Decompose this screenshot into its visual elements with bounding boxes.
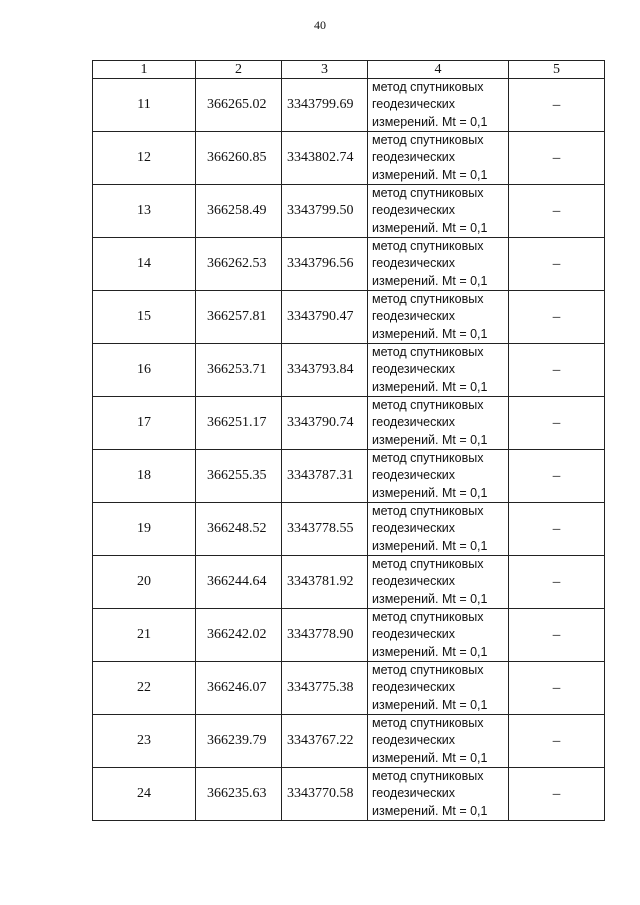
table-row — [93, 397, 605, 450]
column-header-1: 1 — [93, 61, 196, 79]
y-coordinate-cell: 3343787.31 — [282, 450, 368, 503]
method-line: метод спутниковых — [372, 345, 484, 360]
y-coordinate-cell: 3343767.22 — [282, 715, 368, 768]
method-cell — [368, 662, 509, 715]
x-coordinate-cell: 366260.85 — [196, 132, 282, 185]
x-coordinate-cell: 366258.49 — [196, 185, 282, 238]
column-header-4: 4 — [368, 61, 509, 79]
method-line: метод спутниковых — [372, 186, 484, 201]
note-cell: – — [509, 238, 605, 291]
method-line: геодезических — [372, 97, 456, 112]
x-coordinate-cell: 366246.07 — [196, 662, 282, 715]
note-cell: – — [509, 397, 605, 450]
method-line: геодезических — [372, 574, 456, 589]
method-line: геодезических — [372, 203, 456, 218]
method-line: измерений. Mt = 0,1 — [372, 591, 488, 606]
x-coordinate-cell: 366265.02 — [196, 79, 282, 132]
note-cell: – — [509, 503, 605, 556]
x-coordinate-cell: 366253.71 — [196, 344, 282, 397]
point-number-cell: 14 — [93, 238, 196, 291]
note-cell: – — [509, 609, 605, 662]
point-number-cell: 13 — [93, 185, 196, 238]
x-coordinate-cell: 366248.52 — [196, 503, 282, 556]
method-line: геодезических — [372, 256, 456, 271]
note-cell: – — [509, 556, 605, 609]
method-line: метод спутниковых — [372, 716, 484, 731]
method-cell — [368, 185, 509, 238]
table-row — [93, 132, 605, 185]
method-cell — [368, 344, 509, 397]
note-cell: – — [509, 291, 605, 344]
table-row — [93, 291, 605, 344]
method-cell — [368, 132, 509, 185]
point-number-cell: 19 — [93, 503, 196, 556]
method-cell — [368, 238, 509, 291]
method-line: измерений. Mt = 0,1 — [372, 114, 488, 129]
y-coordinate-cell: 3343796.56 — [282, 238, 368, 291]
method-line: метод спутниковых — [372, 292, 484, 307]
method-line: измерений. Mt = 0,1 — [372, 538, 488, 553]
x-coordinate-cell: 366244.64 — [196, 556, 282, 609]
method-cell — [368, 397, 509, 450]
method-line: измерений. Mt = 0,1 — [372, 485, 488, 500]
y-coordinate-cell: 3343790.74 — [282, 397, 368, 450]
table-row — [93, 450, 605, 503]
table-row — [93, 609, 605, 662]
note-cell: – — [509, 79, 605, 132]
table-row — [93, 768, 605, 821]
column-header-3: 3 — [282, 61, 368, 79]
table-row — [93, 715, 605, 768]
method-line: геодезических — [372, 150, 456, 165]
note-cell: – — [509, 662, 605, 715]
point-number-cell: 24 — [93, 768, 196, 821]
method-line: метод спутниковых — [372, 398, 484, 413]
page-number: 40 — [314, 18, 326, 32]
x-coordinate-cell: 366235.63 — [196, 768, 282, 821]
point-number-cell: 12 — [93, 132, 196, 185]
note-cell: – — [509, 450, 605, 503]
method-cell — [368, 291, 509, 344]
method-line: геодезических — [372, 680, 456, 695]
column-header-2: 2 — [196, 61, 282, 79]
method-cell — [368, 556, 509, 609]
x-coordinate-cell: 366239.79 — [196, 715, 282, 768]
method-line: геодезических — [372, 733, 456, 748]
y-coordinate-cell: 3343775.38 — [282, 662, 368, 715]
method-cell — [368, 503, 509, 556]
method-line: метод спутниковых — [372, 769, 484, 784]
y-coordinate-cell: 3343778.55 — [282, 503, 368, 556]
table-row — [93, 556, 605, 609]
note-cell: – — [509, 132, 605, 185]
method-line: метод спутниковых — [372, 239, 484, 254]
x-coordinate-cell: 366251.17 — [196, 397, 282, 450]
y-coordinate-cell: 3343790.47 — [282, 291, 368, 344]
note-cell: – — [509, 768, 605, 821]
method-line: измерений. Mt = 0,1 — [372, 326, 488, 341]
column-header-5: 5 — [509, 61, 605, 79]
method-line: измерений. Mt = 0,1 — [372, 167, 488, 182]
method-line: геодезических — [372, 415, 456, 430]
table-body — [93, 79, 605, 821]
method-line: метод спутниковых — [372, 557, 484, 572]
point-number-cell: 22 — [93, 662, 196, 715]
note-cell: – — [509, 344, 605, 397]
point-number-cell: 21 — [93, 609, 196, 662]
y-coordinate-cell: 3343799.50 — [282, 185, 368, 238]
table-row — [93, 503, 605, 556]
method-line: геодезических — [372, 521, 456, 536]
table-row — [93, 344, 605, 397]
x-coordinate-cell: 366255.35 — [196, 450, 282, 503]
method-line: измерений. Mt = 0,1 — [372, 273, 488, 288]
x-coordinate-cell: 366262.53 — [196, 238, 282, 291]
table-row — [93, 79, 605, 132]
method-line: геодезических — [372, 627, 456, 642]
table-row — [93, 238, 605, 291]
method-line: измерений. Mt = 0,1 — [372, 379, 488, 394]
point-number-cell: 20 — [93, 556, 196, 609]
method-line: измерений. Mt = 0,1 — [372, 432, 488, 447]
method-line: измерений. Mt = 0,1 — [372, 697, 488, 712]
point-number-cell: 16 — [93, 344, 196, 397]
coordinates-table — [92, 60, 605, 821]
method-line: измерений. Mt = 0,1 — [372, 803, 488, 818]
table-row — [93, 185, 605, 238]
method-line: метод спутниковых — [372, 663, 484, 678]
x-coordinate-cell: 366257.81 — [196, 291, 282, 344]
y-coordinate-cell: 3343778.90 — [282, 609, 368, 662]
header-row — [93, 61, 605, 79]
method-line: геодезических — [372, 786, 456, 801]
method-line: метод спутниковых — [372, 133, 484, 148]
method-cell — [368, 609, 509, 662]
method-line: измерений. Mt = 0,1 — [372, 220, 488, 235]
method-line: метод спутниковых — [372, 80, 484, 95]
note-cell: – — [509, 715, 605, 768]
y-coordinate-cell: 3343770.58 — [282, 768, 368, 821]
y-coordinate-cell: 3343799.69 — [282, 79, 368, 132]
method-line: геодезических — [372, 468, 456, 483]
table-row — [93, 662, 605, 715]
y-coordinate-cell: 3343802.74 — [282, 132, 368, 185]
method-cell — [368, 768, 509, 821]
method-line: геодезических — [372, 309, 456, 324]
method-cell — [368, 79, 509, 132]
point-number-cell: 11 — [93, 79, 196, 132]
y-coordinate-cell: 3343781.92 — [282, 556, 368, 609]
point-number-cell: 23 — [93, 715, 196, 768]
method-line: метод спутниковых — [372, 451, 484, 466]
method-cell — [368, 450, 509, 503]
note-cell: – — [509, 185, 605, 238]
point-number-cell: 18 — [93, 450, 196, 503]
method-cell — [368, 715, 509, 768]
method-line: геодезических — [372, 362, 456, 377]
method-line: измерений. Mt = 0,1 — [372, 644, 488, 659]
x-coordinate-cell: 366242.02 — [196, 609, 282, 662]
method-line: метод спутниковых — [372, 610, 484, 625]
point-number-cell: 17 — [93, 397, 196, 450]
method-line: измерений. Mt = 0,1 — [372, 750, 488, 765]
point-number-cell: 15 — [93, 291, 196, 344]
method-line: метод спутниковых — [372, 504, 484, 519]
y-coordinate-cell: 3343793.84 — [282, 344, 368, 397]
